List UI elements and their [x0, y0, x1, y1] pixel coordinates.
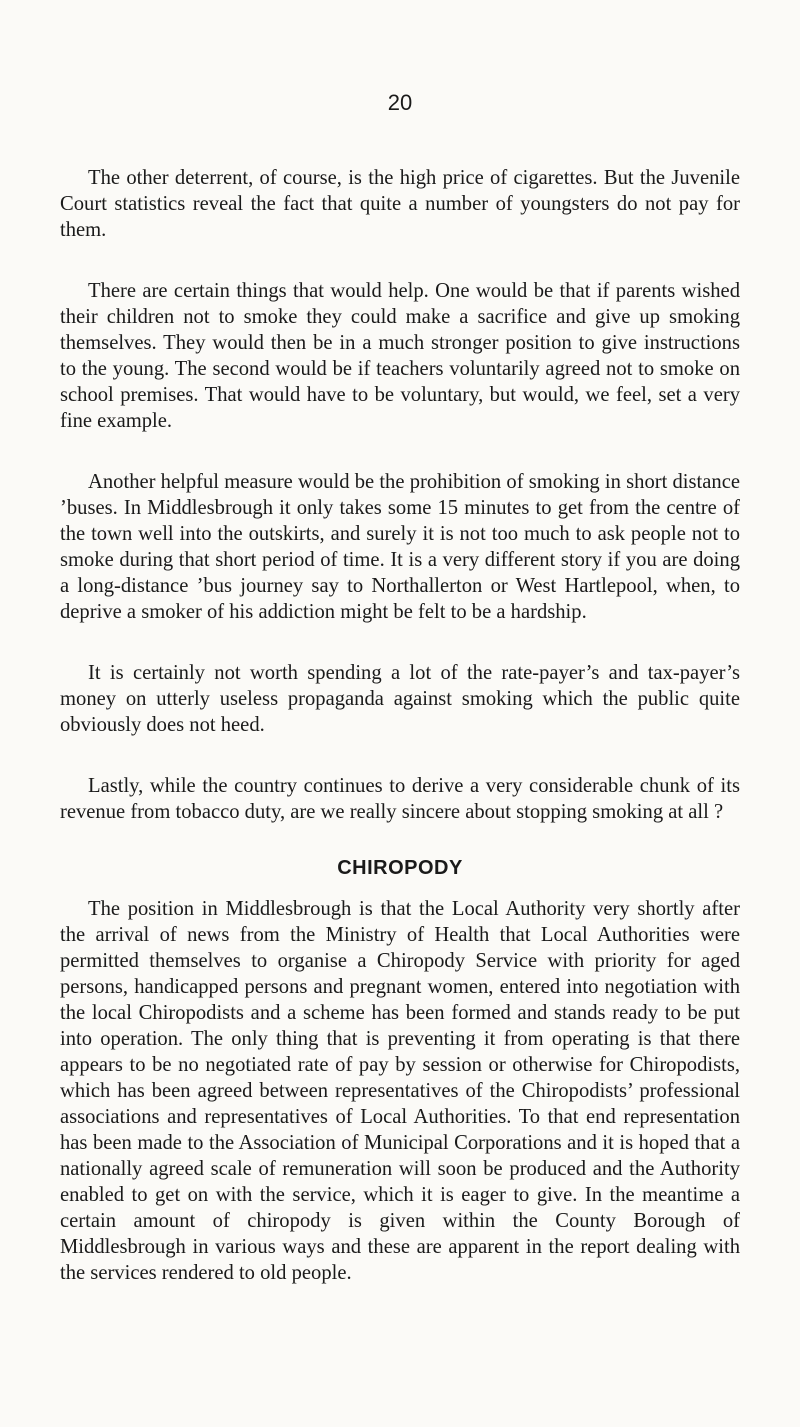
paragraph-propaganda: It is certainly not worth spending a lot of the rate-payer’s and tax-payer’s money on utterly useless propaganda against smoking which the public quite obviously does not heed. [60, 662, 740, 736]
paragraph-chiropody: The position in Middlesbrough is that the Local Authority very shortly after the arrival of news from the Ministry of Health that Local Authorities were permitted themselves to organise a Chiropody Service with priority for aged persons, handicapped persons and pregnant women, entered into negotiation with the local Chiropodists and a scheme has been formed and stands ready to be put into operation. The only thing that is preventing it from operating is that there appears to be no negotiated rate of pay by session or otherwise for Chiropodists, which has been agreed between representatives of the Chiropodists’ professional associations and representatives of Local Authorities. To that end representation has been made to the Association of Municipal Corporations and it is hoped that a nationally agreed scale of remuneration will soon be produced and the Authority enabled to get on with the service, which it is eager to give. In the meantime a certain amount of chiropody is given within the County Borough of Middlesbrough in various ways and these are apparent in the report dealing with the services rendered to old people. [60, 898, 740, 1284]
paragraph-bus-prohibition: Another helpful measure would be the prohibition of smoking in short distance ’buses. In Middlesbrough it only takes some 15 minutes to get from the centre of the town well into the outskirts, and surely it is not too much to ask people not to smoke during that short period of time. It is a very different story if you are doing a long-distance ’bus journey say to Northallerton or West Hartlepool, when, to deprive a smoker of his addiction might be felt to be a hardship. [60, 471, 740, 623]
paragraph-tobacco-duty: Lastly, while the country continues to derive a very considerable chunk of its revenue from tobacco duty, are we really sincere about stopping smoking at all ? [60, 775, 740, 823]
paragraph-helpful-things: There are certain things that would help. One would be that if parents wished their children not to smoke they could make a sacrifice and give up smoking themselves. They would then be in a much stronger position to give instructions to the young. The second would be if teachers voluntarily agreed not to smoke on school premises. That would have to be voluntary, but would, we feel, set a very fine example. [60, 280, 740, 432]
document-body [60, 165, 740, 1286]
page-number: 20 [387, 90, 413, 115]
section-heading-chiropody: CHIROPODY [337, 857, 463, 879]
paragraph-deterrent: The other deterrent, of course, is the high price of cigarettes. But the Juvenile Court statistics reveal the fact that quite a number of youngsters do not pay for them. [60, 167, 740, 241]
